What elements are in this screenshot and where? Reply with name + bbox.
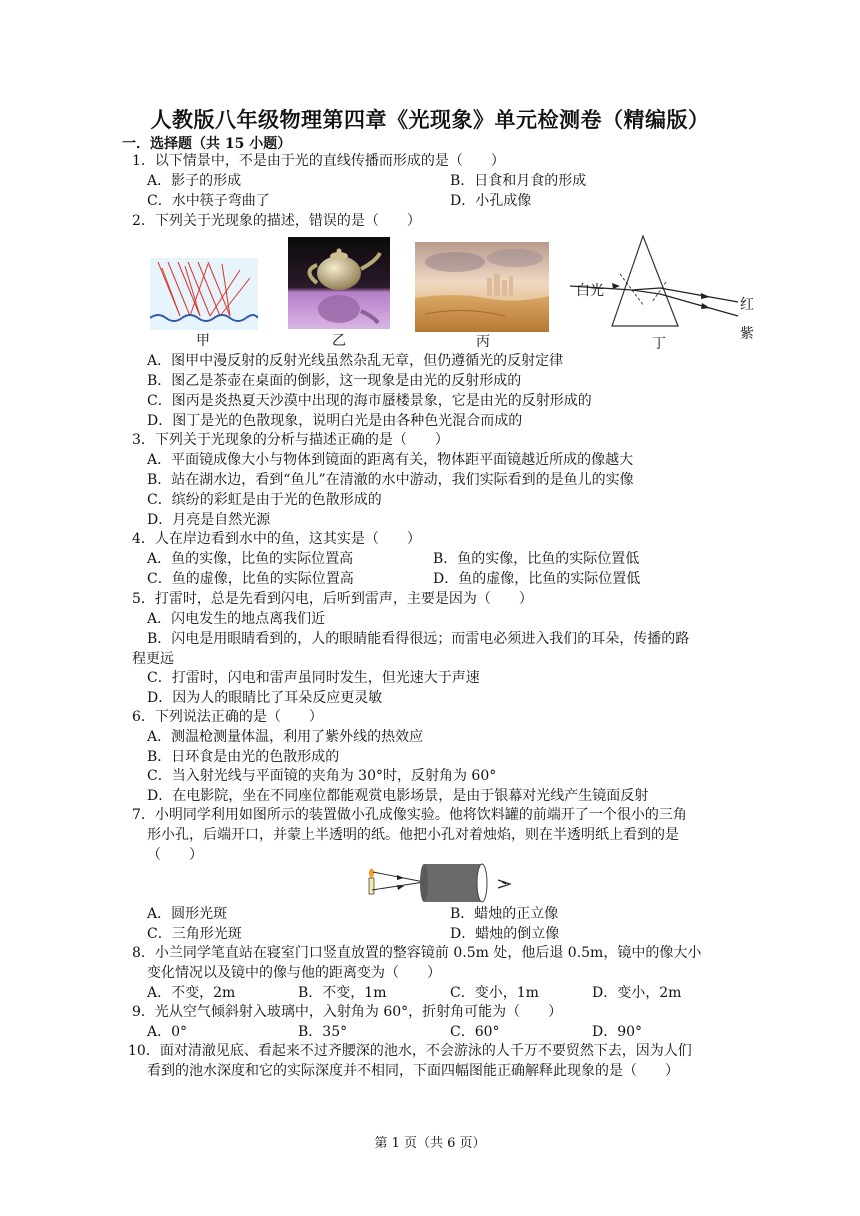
pinhole-camera-figure <box>364 860 514 906</box>
q5-option-d: D．因为人的眼睛比了耳朵反应更灵敏 <box>147 690 383 706</box>
q7-stem-cont: 形小孔，后端开口，并蒙上半透明的纸。他把小孔对着烛焰，则在半透明纸上看到的是 <box>147 827 679 843</box>
q4-option-a: A．鱼的实像，比鱼的实际位置高 <box>147 551 354 567</box>
q6-option-a: A．测温枪测量体温，利用了紫外线的热效应 <box>147 729 424 745</box>
q3-stem: 3．下列关于光现象的分析与描述正确的是（ ） <box>132 432 449 448</box>
section-heading: 一．选择题（共 15 小题） <box>122 136 292 152</box>
q8-option-b: B．不变，1m <box>298 985 387 1001</box>
q1-option-a: A．影子的形成 <box>147 173 242 189</box>
page-footer: 第 1 页（共 6 页） <box>374 1136 486 1151</box>
q4-stem: 4．人在岸边看到水中的鱼，这其实是（ ） <box>132 531 421 547</box>
q7-option-b: B．蜡烛的正立像 <box>450 906 559 922</box>
caption-ding: 丁 <box>652 336 666 352</box>
diffuse-reflection-figure <box>150 258 258 330</box>
q9-option-a: A．0° <box>147 1024 188 1040</box>
q5-option-b: B．闪电是用眼睛看到的，人的眼睛能看得很远；而雷电必须进入我们的耳朵，传播的路 <box>147 631 690 647</box>
mirage-figure <box>415 242 549 332</box>
q9-stem: 9．光从空气倾斜射入玻璃中，入射角为 60°，折射角可能为（ ） <box>132 1004 563 1020</box>
q4-option-c: C．鱼的虚像，比鱼的实际位置高 <box>147 571 354 587</box>
q8-option-d: D．变小，2m <box>592 985 682 1001</box>
q7-option-a: A．圆形光斑 <box>147 906 228 922</box>
q2-option-a: A．图甲中漫反射的反射光线虽然杂乱无章，但仍遵循光的反射定律 <box>147 353 564 369</box>
q3-option-b: B．站在湖水边，看到“鱼儿”在清澈的水中游动，我们实际看到的是鱼儿的实像 <box>147 472 634 488</box>
q1-option-b: B．日食和月食的形成 <box>450 173 587 189</box>
q9-option-d: D．90° <box>592 1024 643 1040</box>
teapot-reflection-figure <box>288 237 390 329</box>
q5-option-a: A．闪电发生的地点离我们近 <box>147 611 326 627</box>
q4-option-d: D．鱼的虚像，比鱼的实际位置低 <box>433 571 641 587</box>
q6-option-b: B．日环食是由光的色散形成的 <box>147 749 340 765</box>
q4-option-b: B．鱼的实像，比鱼的实际位置低 <box>433 551 640 567</box>
q2-option-c: C．图丙是炎热夏天沙漠中出现的海市蜃楼景象，它是由光的反射形成的 <box>147 393 592 409</box>
q1-stem: 1．以下情景中，不是由于光的直线传播而形成的是（ ） <box>132 153 505 169</box>
q3-option-c: C．缤纷的彩虹是由于光的色散形成的 <box>147 492 382 508</box>
q2-stem: 2．下列关于光现象的描述，错误的是（ ） <box>132 213 421 229</box>
q5-option-c: C．打雷时，闪电和雷声虽同时发生，但光速大于声速 <box>147 670 480 686</box>
q8-option-a: A．不变，2m <box>147 985 236 1001</box>
page-title: 人教版八年级物理第四章《光现象》单元检测卷（精编版） <box>150 107 710 132</box>
q8-stem-cont: 变化情况以及镜中的像与他的距离变为（ ） <box>147 965 441 981</box>
q1-option-d: D．小孔成像 <box>450 193 532 209</box>
prism-label-purple: 紫 <box>740 326 754 342</box>
q8-stem: 8．小兰同学笔直站在寝室门口竖直放置的整容镜前 0.5m 处，他后退 0.5m，镜中的像大小 <box>132 945 702 961</box>
q6-stem: 6．下列说法正确的是（ ） <box>132 709 323 725</box>
q6-option-c: C．当入射光线与平面镜的夹角为 30°时，反射角为 60° <box>147 768 497 784</box>
q9-option-c: C．60° <box>450 1024 500 1040</box>
q2-option-d: D．图丁是光的色散现象，说明白光是由各种色光混合而成的 <box>147 413 523 429</box>
q5-stem: 5．打雷时，总是先看到闪电，后听到雷声，主要是因为（ ） <box>132 591 533 607</box>
caption-bing: 丙 <box>476 334 490 350</box>
q7-stem: 7．小明同学利用如图所示的装置做小孔成像实验。他将饮料罐的前端开了一个很小的三角 <box>132 807 687 823</box>
q8-option-c: C．变小，1m <box>450 985 539 1001</box>
q9-option-b: B．35° <box>298 1024 348 1040</box>
prism-label-red: 红 <box>740 297 754 313</box>
q6-option-d: D．在电影院，坐在不同座位都能观赏电影场景，是由于银幕对光线产生镜面反射 <box>147 788 649 804</box>
q7-option-d: D．蜡烛的倒立像 <box>450 926 560 942</box>
q7-stem-paren: （ ） <box>147 847 203 863</box>
caption-yi: 乙 <box>332 333 346 349</box>
q5-option-b-cont: 程更远 <box>132 651 174 667</box>
q7-option-c: C．三角形光斑 <box>147 926 242 942</box>
prism-label-white: 白光 <box>576 283 604 299</box>
caption-jia: 甲 <box>196 333 210 349</box>
q10-stem: 10．面对清澈见底、看起来不过齐腰深的池水，不会游泳的人千万不要贸然下去，因为人们 <box>128 1043 692 1059</box>
q2-option-b: B．图乙是茶壶在桌面的倒影，这一现象是由光的反射形成的 <box>147 373 522 389</box>
q1-option-c: C．水中筷子弯曲了 <box>147 193 270 209</box>
q3-option-a: A．平面镜成像大小与物体到镜面的距离有关，物体距平面镜越近所成的像越大 <box>147 452 634 468</box>
q10-stem-cont: 看到的池水深度和它的实际深度并不相同，下面四幅图能正确解释此现象的是（ ） <box>147 1063 679 1079</box>
q3-option-d: D．月亮是自然光源 <box>147 512 271 528</box>
